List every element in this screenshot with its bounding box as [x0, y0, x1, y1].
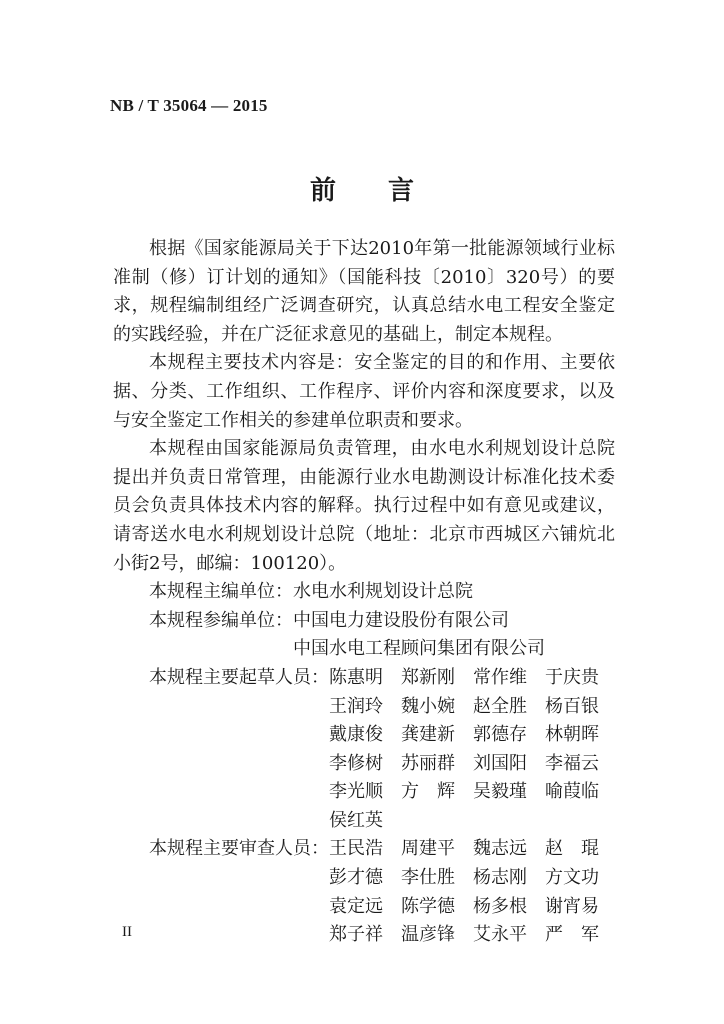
person-name: 杨志刚 [473, 867, 527, 889]
person-name: 陈学德 [401, 895, 455, 917]
person-name: 李修树 [329, 752, 383, 774]
person-name: 温彦锋 [401, 924, 455, 946]
person-name: 侯红英 [329, 809, 383, 831]
participant-unit: 中国电力建设股份有限公司 [293, 609, 509, 631]
person-name: 赵全胜 [473, 695, 527, 717]
person-name: 吴毅瑾 [473, 781, 527, 803]
person-name: 李光顺 [329, 781, 383, 803]
person-name: 谢宵易 [545, 895, 599, 917]
person-name: 周建平 [401, 838, 455, 860]
person-name: 李福云 [545, 752, 599, 774]
page-title: 前言 [309, 176, 466, 206]
person-name: 郭德存 [473, 724, 527, 746]
person-name: 龚建新 [401, 724, 455, 746]
person-name: 杨百银 [545, 695, 599, 717]
person-name: 郑子祥 [329, 924, 383, 946]
participants-label: 本规程参编单位： [149, 609, 293, 631]
person-name: 王润玲 [329, 695, 383, 717]
person-name: 赵 琨 [545, 838, 599, 860]
person-name: 常作维 [473, 666, 527, 688]
person-name: 魏小婉 [401, 695, 455, 717]
editor-line [113, 578, 615, 607]
person-name: 袁定远 [329, 895, 383, 917]
foreword-body [113, 235, 615, 950]
reviewers-grid [329, 835, 617, 949]
drafters-grid [329, 664, 617, 836]
person-name: 彭才德 [329, 867, 383, 889]
paragraph-1: 根据《国家能源局关于下达2010年第一批能源领域行业标准制（修）订计划的通知》（国能科技〔2010〕320号）的要求，规程编制组经广泛调查研究，认真总结水电工程安全鉴定的实践经验，并在广泛征求意见的基础上，制定本规程。 [113, 238, 615, 345]
person-name: 于庆贵 [545, 666, 599, 688]
editor-value: 水电水利规划设计总院 [293, 581, 473, 603]
paragraph-3: 本规程由国家能源局负责管理，由水电水利规划设计总院提出并负责日常管理，由能源行业水电勘测设计标准化技术委员会负责具体技术内容的解释。执行过程中如有意见或建议，请寄送水电水利规划设计总院（地址：北京市西城区六铺炕北小街2号，邮编：100120）。 [113, 438, 615, 574]
person-name: 陈惠明 [329, 666, 383, 688]
participants-block [113, 607, 615, 664]
drafters-label: 本规程主要起草人员： [149, 666, 329, 688]
person-name: 艾永平 [473, 924, 527, 946]
participants-list [293, 607, 545, 664]
person-name: 方 辉 [401, 781, 455, 803]
paragraph-2: 本规程主要技术内容是：安全鉴定的目的和作用、主要依据、分类、工作组织、工作程序、评价内容和深度要求，以及与安全鉴定工作相关的参建单位职责和要求。 [113, 352, 615, 431]
person-name: 苏丽群 [401, 752, 455, 774]
participant-unit: 中国水电工程顾问集团有限公司 [293, 638, 545, 660]
editor-label: 本规程主编单位： [149, 581, 293, 603]
page-number: II [122, 924, 132, 940]
drafters-block [113, 664, 615, 836]
person-name: 严 军 [545, 924, 599, 946]
person-name: 杨多根 [473, 895, 527, 917]
person-name: 喻葭临 [545, 781, 599, 803]
person-name: 戴康俊 [329, 724, 383, 746]
person-name: 林朝晖 [545, 724, 599, 746]
person-name: 李仕胜 [401, 867, 455, 889]
person-name: 刘国阳 [473, 752, 527, 774]
person-name: 方文功 [545, 867, 599, 889]
person-name: 郑新刚 [401, 666, 455, 688]
reviewers-block [113, 835, 615, 949]
person-name: 王民浩 [329, 838, 383, 860]
reviewers-label: 本规程主要审查人员： [149, 838, 329, 860]
person-name: 魏志远 [473, 838, 527, 860]
standard-code: NB / T 35064 — 2015 [110, 96, 268, 115]
